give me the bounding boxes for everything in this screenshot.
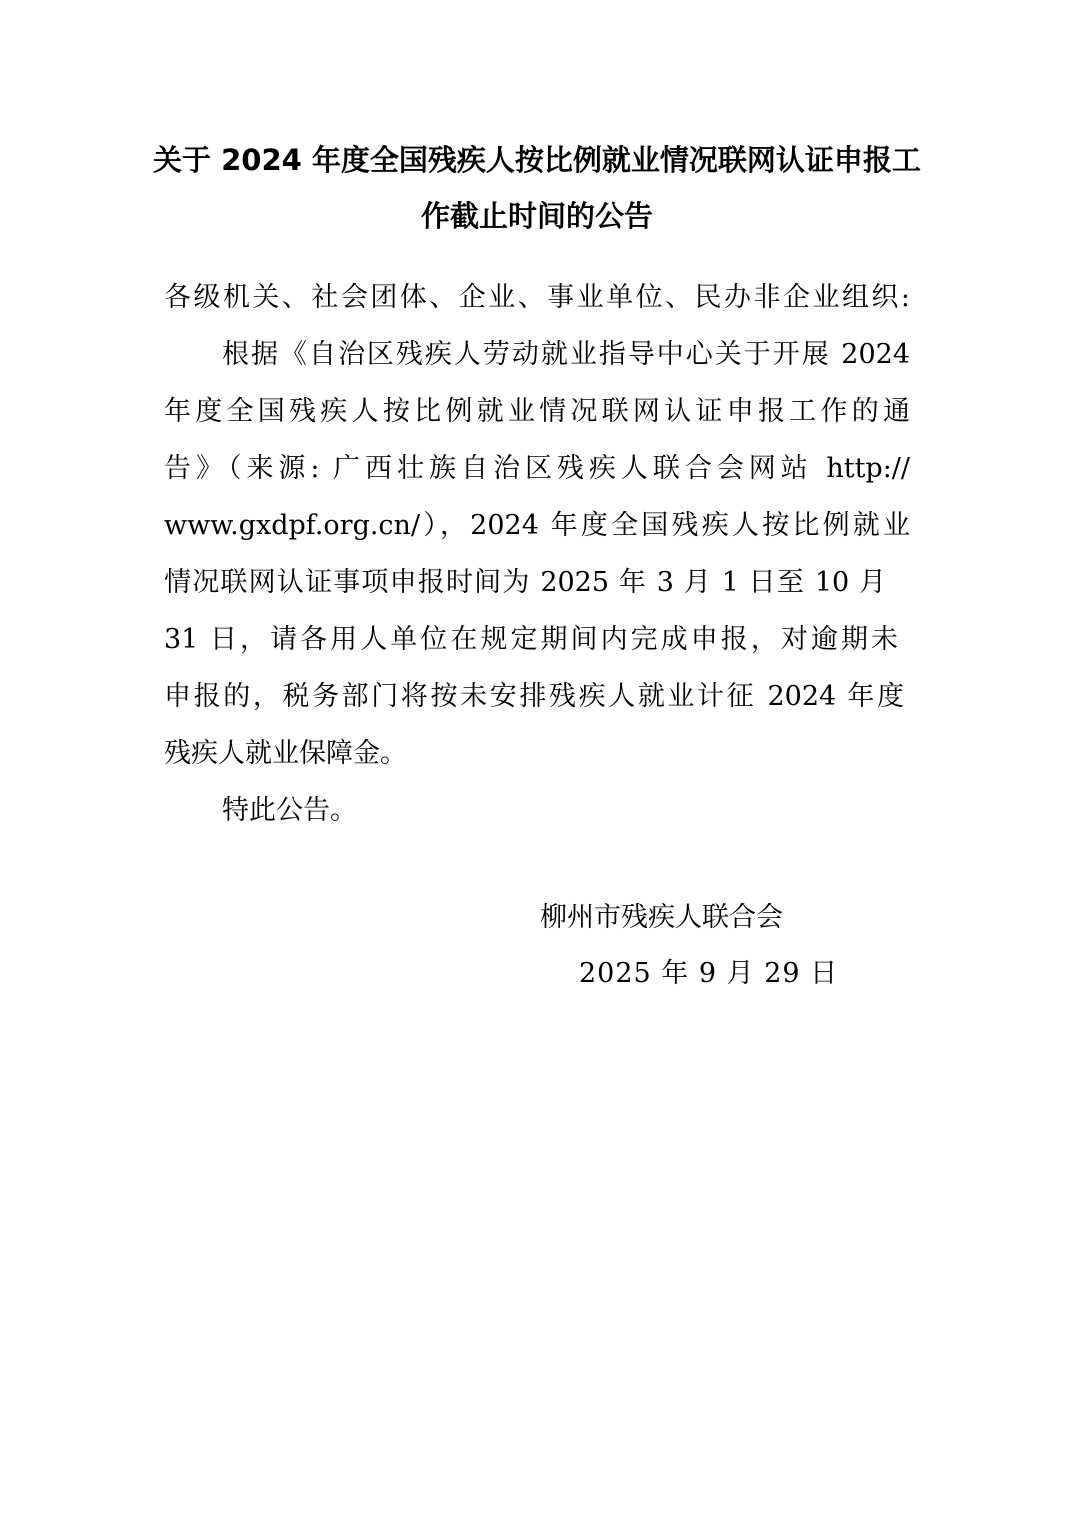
paragraph-line-7: 申报的，税务部门将按未安排残疾人就业计征 2024 年度 bbox=[164, 681, 904, 712]
salutation: 各级机关、社会团体、企业、事业单位、民办非企业组织: bbox=[164, 282, 910, 313]
paragraph-line-2: 年度全国残疾人按比例就业情况联网认证申报工作的通 bbox=[164, 396, 910, 427]
paragraph-line-5: 情况联网认证事项申报时间为 2025 年 3 月 1 日至 10 月 bbox=[164, 567, 886, 598]
signature-organization: 柳州市残疾人联合会 bbox=[540, 902, 783, 933]
document-title-line-2: 作截止时间的公告 bbox=[420, 199, 653, 233]
signature-date: 2025 年 9 月 29 日 bbox=[579, 958, 839, 989]
paragraph-line-3: 告》（来源: 广西壮族自治区残疾人联合会网站 http:// bbox=[164, 453, 910, 484]
document-title-line-1: 关于 2024 年度全国残疾人按比例就业情况联网认证申报工 bbox=[153, 143, 921, 177]
paragraph-line-8: 残疾人就业保障金。 bbox=[164, 738, 407, 769]
closing-text: 特此公告。 bbox=[222, 795, 357, 826]
paragraph-line-6: 31 日，请各用人单位在规定期间内完成申报，对逾期未 bbox=[164, 624, 898, 655]
paragraph-line-1: 根据《自治区残疾人劳动就业指导中心关于开展 2024 bbox=[222, 339, 910, 370]
paragraph-line-4: www.gxdpf.org.cn/），2024 年度全国残疾人按比例就业 bbox=[164, 510, 910, 541]
